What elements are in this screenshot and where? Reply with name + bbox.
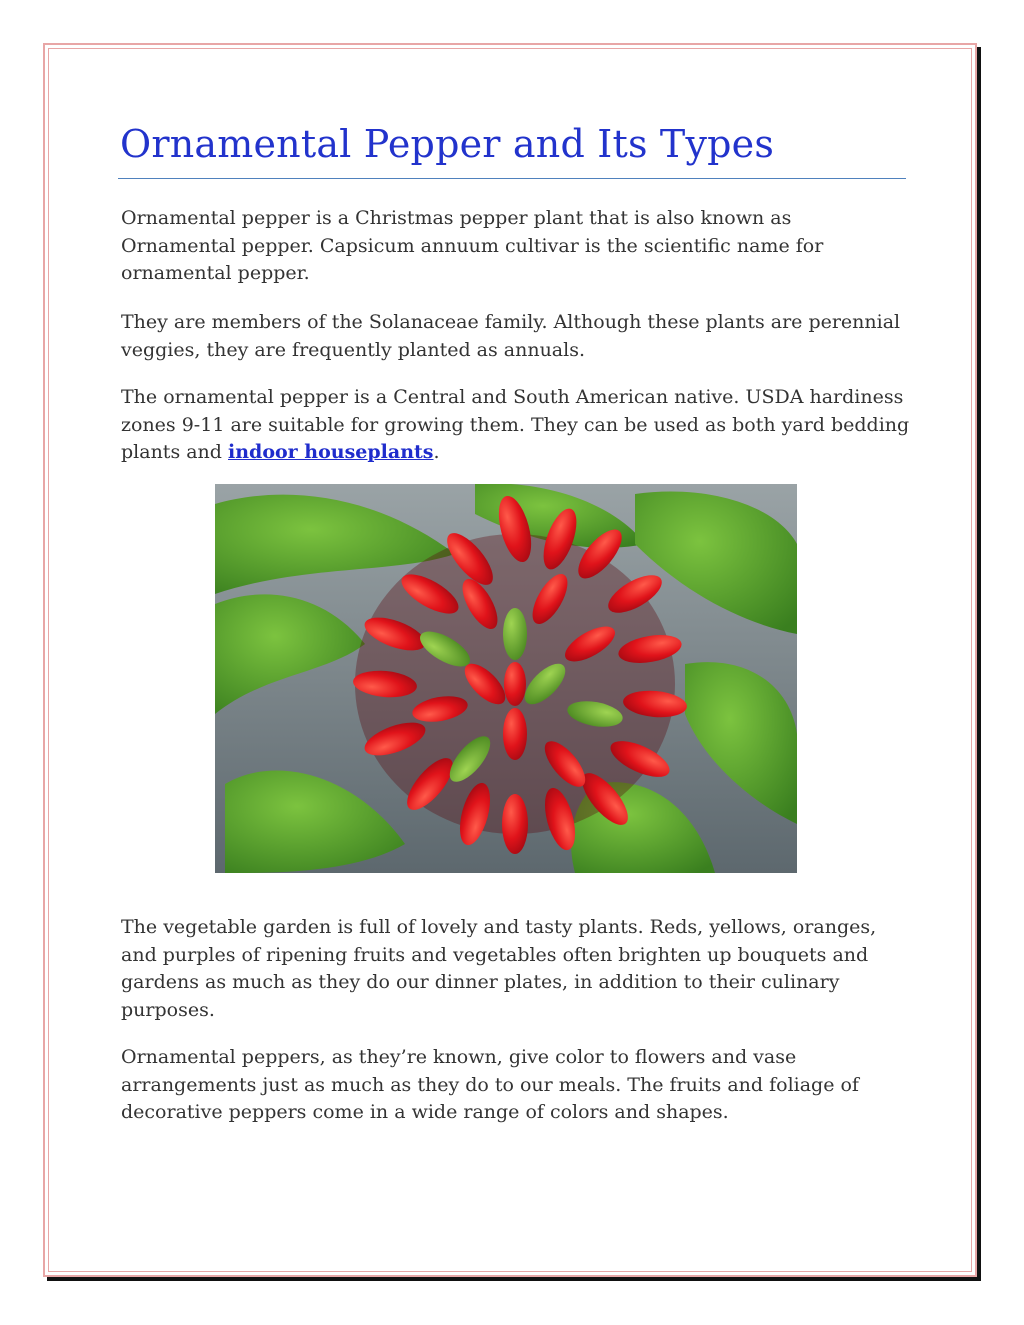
- title-underline-rule: [118, 178, 906, 179]
- paragraph-family: They are members of the Solanaceae family. Although these plants are perennial veggies, they are frequently planted as annuals.: [121, 311, 901, 361]
- indoor-houseplants-link[interactable]: indoor houseplants: [228, 441, 434, 463]
- ornamental-pepper-photo: [215, 484, 797, 873]
- page-title: Ornamental Pepper and Its Types: [120, 122, 775, 166]
- paragraph-garden: The vegetable garden is full of lovely and tasty plants. Reds, yellows, oranges, and purples of ripening fruits and vegetables often brighten up bouquets and gardens as much as they do our dinner plates, in addition to their culinary purposes.: [121, 916, 877, 1021]
- paragraph-origin: [121, 384, 911, 467]
- paragraph-arrangements: Ornamental peppers, as they’re known, give color to flowers and vase arrangements just as much as they do to our meals. The fruits and foliage of decorative peppers come in a wide range of colors and shapes.: [121, 1046, 859, 1123]
- paragraph-origin-end: .: [433, 441, 440, 463]
- paragraph-origin-text: The ornamental pepper is a Central and South American native. USDA hardiness zones 9-11 are suitable for growing them. They can be used as both yard bedding plants and: [121, 386, 910, 463]
- paragraph-intro: Ornamental pepper is a Christmas pepper plant that is also known as Ornamental pepper. Capsicum annuum cultivar is the scientific name for ornamental pepper.: [121, 207, 824, 284]
